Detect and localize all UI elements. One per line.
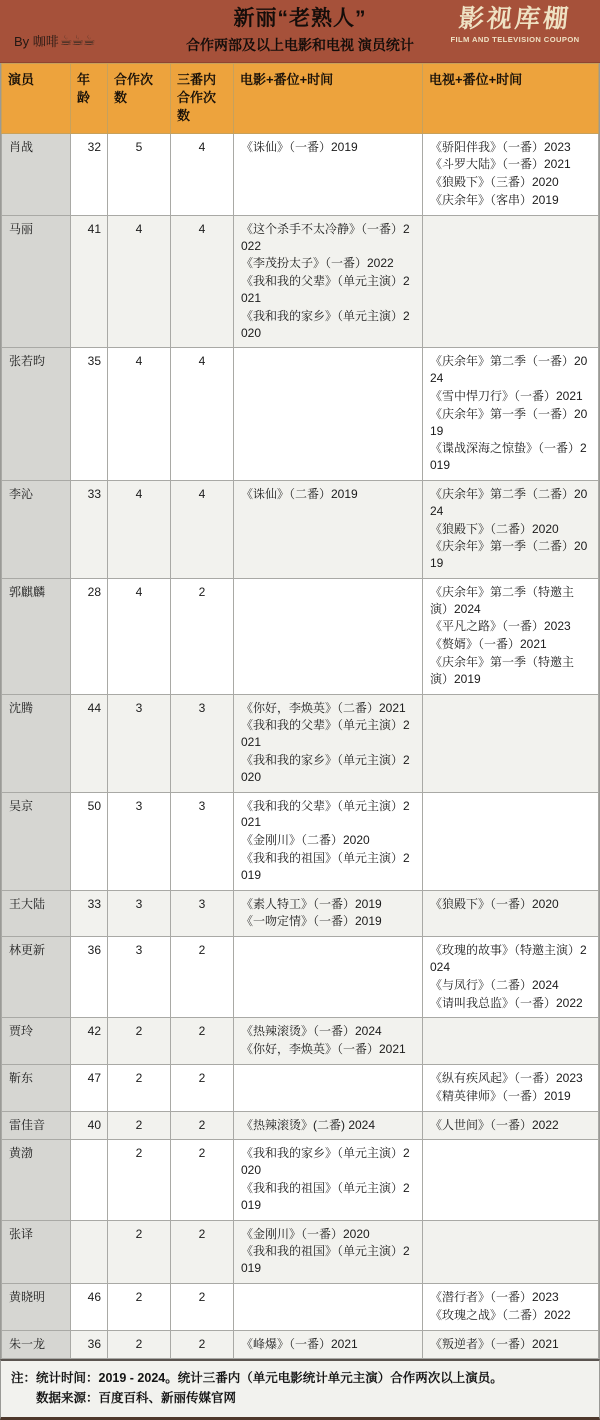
tv-cell [423, 792, 599, 890]
tv-entry: 《赘婿》（一番）2021 [430, 637, 547, 652]
footer-notes [0, 1359, 600, 1420]
top3-coop-count: 4 [171, 133, 234, 215]
actor-name: 朱一龙 [2, 1330, 71, 1359]
movie-entry: 《诛仙》（一番）2019 [241, 139, 358, 154]
actor-age: 42 [71, 1018, 108, 1065]
actor-name: 张译 [2, 1220, 71, 1283]
movie-entry: 《我和我的父辈》（单元主演）2021 [241, 274, 410, 305]
table-row [2, 937, 599, 1018]
actor-name: 肖战 [2, 133, 71, 215]
top3-coop-count: 4 [171, 480, 234, 578]
column-header-row [2, 64, 599, 134]
actor-name: 沈腾 [2, 694, 71, 792]
table-row [2, 1140, 599, 1220]
col-header-age: 年龄 [71, 64, 108, 134]
tv-cell [423, 1330, 599, 1359]
top3-coop-count: 2 [171, 1330, 234, 1359]
tv-cell [423, 1283, 599, 1330]
table-row [2, 1065, 599, 1112]
actor-age [71, 1140, 108, 1220]
actor-age: 47 [71, 1065, 108, 1112]
actor-name: 黄晓明 [2, 1283, 71, 1330]
table-row [2, 578, 599, 694]
movie-entry: 《我和我的祖国》（单元主演）2019 [241, 1181, 410, 1212]
tv-cell [423, 480, 599, 578]
top3-coop-count: 2 [171, 1283, 234, 1330]
tv-entry: 《玫瑰之战》（二番）2022 [430, 1307, 571, 1322]
actor-age: 36 [71, 937, 108, 1018]
top3-coop-count: 2 [171, 1065, 234, 1112]
actor-name: 吴京 [2, 792, 71, 890]
col-header-coop: 合作次数 [108, 64, 171, 134]
tv-entry: 《纵有疾风起》（一番）2023 [430, 1071, 583, 1086]
col-header-movies: 电影+番位+时间 [234, 64, 423, 134]
movie-entry: 《峰爆》（一番）2021 [241, 1336, 358, 1351]
data-source-note: 数据来源：百度百科、新丽传媒官网 [36, 1390, 237, 1405]
movie-entry: 《我和我的家乡》（单元主演）2020 [241, 308, 410, 340]
actor-name: 贾玲 [2, 1018, 71, 1065]
tv-entry: 《庆余年》第二季（一番）2024 [430, 354, 588, 386]
actor-age: 36 [71, 1330, 108, 1359]
top3-coop-count: 3 [171, 694, 234, 792]
tv-cell [423, 1140, 599, 1220]
movies-cell [234, 1018, 423, 1065]
table-row [2, 792, 599, 890]
coop-count: 4 [108, 215, 171, 348]
table-row [2, 1220, 599, 1283]
movies-cell [234, 348, 423, 481]
actor-stats-table [1, 63, 599, 1359]
actor-name: 靳东 [2, 1065, 71, 1112]
tv-entry: 《人世间》（一番）2022 [430, 1117, 559, 1132]
actor-name: 张若昀 [2, 348, 71, 481]
top3-coop-count: 2 [171, 1111, 234, 1140]
tv-cell [423, 1018, 599, 1065]
actor-age: 44 [71, 694, 108, 792]
col-header-actor: 演员 [2, 64, 71, 134]
page-subtitle: 合作两部及以上电影和电视 演员统计 [186, 37, 414, 53]
movie-entry: 《你好，李焕英》（二番）2021 [241, 700, 406, 715]
top3-coop-count: 2 [171, 937, 234, 1018]
movies-cell [234, 1140, 423, 1220]
actor-age: 35 [71, 348, 108, 481]
actor-name: 王大陆 [2, 890, 71, 937]
tv-entry: 《庆余年》第二季（特邀主演）2024 [430, 584, 575, 616]
actor-table-body [2, 133, 599, 1359]
byline-text: By 咖啡 [14, 34, 59, 49]
actor-age: 33 [71, 480, 108, 578]
table-row [2, 890, 599, 937]
coop-count: 3 [108, 937, 171, 1018]
tv-entry: 《与凤行》（二番）2024 [430, 977, 559, 992]
tv-entry: 《精英律师》（一番）2019 [430, 1088, 571, 1103]
table-row [2, 1283, 599, 1330]
coop-count: 4 [108, 480, 171, 578]
header-banner [0, 0, 600, 63]
tv-cell [423, 937, 599, 1018]
movie-entry: 《我和我的家乡》（单元主演）2020 [241, 753, 410, 784]
actor-age: 46 [71, 1283, 108, 1330]
movies-cell [234, 1065, 423, 1112]
coop-count: 3 [108, 792, 171, 890]
top3-coop-count: 3 [171, 890, 234, 937]
tv-entry: 《狼殿下》（二番）2020 [430, 521, 559, 536]
movie-entry: 《我和我的祖国》（单元主演）2019 [241, 851, 410, 882]
top3-coop-count: 2 [171, 578, 234, 694]
actor-age: 32 [71, 133, 108, 215]
table-row [2, 480, 599, 578]
coop-count: 3 [108, 890, 171, 937]
movie-entry: 《李茂扮太子》（一番）2022 [241, 256, 394, 271]
actor-name: 黄渤 [2, 1140, 71, 1220]
coffee-cup-icons: ☕☕☕ [59, 32, 95, 48]
tv-cell [423, 578, 599, 694]
movies-cell [234, 133, 423, 215]
tv-entry: 《骄阳伴我》（一番）2023 [430, 139, 571, 154]
movie-entry: 《素人特工》（一番）2019 [241, 896, 382, 911]
tv-entry: 《庆余年》第一季（二番）2019 [430, 539, 588, 571]
actor-name: 雷佳音 [2, 1111, 71, 1140]
actor-age [71, 1220, 108, 1283]
movies-cell [234, 1330, 423, 1359]
tv-cell [423, 890, 599, 937]
actor-name: 马丽 [2, 215, 71, 348]
movie-entry: 《金刚川》（二番）2020 [241, 833, 370, 848]
coop-count: 2 [108, 1018, 171, 1065]
col-header-top3: 三番内 合作次数 [171, 64, 234, 134]
top3-coop-count: 4 [171, 215, 234, 348]
tv-entry: 《庆余年》第一季（一番）2019 [430, 406, 588, 438]
tv-entry: 《庆余年》（客串）2019 [430, 192, 559, 207]
coop-count: 3 [108, 694, 171, 792]
table-row [2, 1111, 599, 1140]
movies-cell [234, 792, 423, 890]
coop-count: 4 [108, 578, 171, 694]
coop-count: 4 [108, 348, 171, 481]
movie-entry: 《我和我的父辈》（单元主演）2021 [241, 718, 410, 750]
top3-coop-count: 4 [171, 348, 234, 481]
table-row [2, 1330, 599, 1359]
actor-name: 郭麒麟 [2, 578, 71, 694]
actor-name: 林更新 [2, 937, 71, 1018]
movie-entry: 《热辣滚烫》（一番）2024 [241, 1024, 382, 1039]
coop-count: 2 [108, 1111, 171, 1140]
actor-age: 40 [71, 1111, 108, 1140]
top3-coop-count: 2 [171, 1140, 234, 1220]
movie-entry: 《金刚川》（一番）2020 [241, 1226, 370, 1241]
stat-period-note: 注：统计时间：2019 - 2024。统计三番内（单元电影统计单元主演）合作两次以上演员。 [11, 1371, 503, 1386]
table-row [2, 1018, 599, 1065]
brand-logo-chinese: 影视库棚 [457, 5, 573, 33]
movie-entry: 《诛仙》（二番）2019 [241, 486, 358, 501]
movies-cell [234, 937, 423, 1018]
actor-name: 李沁 [2, 480, 71, 578]
movies-cell [234, 1283, 423, 1330]
actor-age: 50 [71, 792, 108, 890]
movie-entry: 《热辣滚烫》(二番) 2024 [241, 1117, 376, 1132]
tv-entry: 《斗罗大陆》（一番）2021 [430, 157, 571, 172]
movies-cell [234, 1111, 423, 1140]
brand-logo [440, 5, 590, 44]
coop-count: 5 [108, 133, 171, 215]
coop-count: 2 [108, 1140, 171, 1220]
movie-entry: 《你好，李焕英》（一番）2021 [241, 1042, 406, 1057]
actor-age: 33 [71, 890, 108, 937]
tv-entry: 《叛逆者》（一番）2021 [430, 1336, 559, 1351]
table-row [2, 133, 599, 215]
coop-count: 2 [108, 1283, 171, 1330]
coop-count: 2 [108, 1220, 171, 1283]
movie-entry: 《我和我的家乡》（单元主演）2020 [241, 1146, 410, 1178]
movie-entry: 《一吻定情》（一番）2019 [241, 914, 382, 929]
tv-entry: 《庆余年》第二季（二番）2024 [430, 486, 588, 518]
coop-count: 2 [108, 1330, 171, 1359]
tv-entry: 《庆余年》第一季（特邀主演）2019 [430, 655, 575, 686]
movies-cell [234, 890, 423, 937]
tv-entry: 《谍战深海之惊蛰》（一番）2019 [430, 441, 587, 473]
col-header-tv: 电视+番位+时间 [423, 64, 599, 134]
tv-entry: 《狼殿下》（一番）2020 [430, 896, 559, 911]
movies-cell [234, 578, 423, 694]
movie-entry: 《这个杀手不太冷静》（一番）2022 [241, 221, 410, 253]
brand-logo-english: FILM AND TELEVISION COUPON [450, 34, 580, 44]
tv-entry: 《潜行者》（一番）2023 [430, 1289, 559, 1304]
movie-entry: 《我和我的祖国》（单元主演）2019 [241, 1244, 410, 1276]
tv-cell [423, 1220, 599, 1283]
tv-entry: 《狼殿下》（三番）2020 [430, 175, 559, 190]
tv-cell [423, 1065, 599, 1112]
tv-cell [423, 694, 599, 792]
movie-entry: 《我和我的父辈》（单元主演）2021 [241, 798, 410, 830]
tv-entry: 《雪中悍刀行》（一番）2021 [430, 388, 583, 403]
page-title: 新丽“老熟人” [233, 7, 367, 30]
table-row [2, 694, 599, 792]
actor-stats-table-wrap [0, 63, 600, 1359]
actor-age: 28 [71, 578, 108, 694]
coop-count: 2 [108, 1065, 171, 1112]
movies-cell [234, 215, 423, 348]
top3-coop-count: 3 [171, 792, 234, 890]
table-row [2, 348, 599, 481]
movies-cell [234, 1220, 423, 1283]
tv-entry: 《玫瑰的故事》（特邀主演）2024 [430, 943, 587, 975]
tv-cell [423, 215, 599, 348]
tv-cell [423, 348, 599, 481]
top3-coop-count: 2 [171, 1018, 234, 1065]
tv-cell [423, 133, 599, 215]
top3-coop-count: 2 [171, 1220, 234, 1283]
actor-age: 41 [71, 215, 108, 348]
tv-entry: 《平凡之路》（一番）2023 [430, 619, 571, 634]
tv-cell [423, 1111, 599, 1140]
table-row [2, 215, 599, 348]
tv-entry: 《请叫我总监》（一番）2022 [430, 995, 583, 1010]
movies-cell [234, 480, 423, 578]
movies-cell [234, 694, 423, 792]
